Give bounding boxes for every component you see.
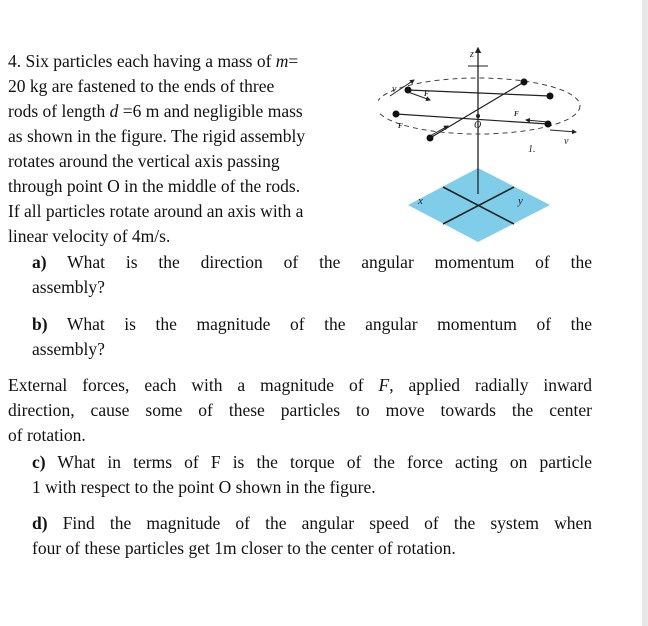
question-b-line-2: assembly? xyxy=(32,339,105,359)
axis-y-label: y xyxy=(518,195,523,207)
particle-1-label: 1. xyxy=(528,144,536,155)
question-b xyxy=(32,312,592,337)
rod-2 xyxy=(396,114,548,124)
question-c xyxy=(32,450,592,475)
external-forces-line-1 xyxy=(8,373,592,398)
particle xyxy=(393,111,400,118)
question-a-label: a) xyxy=(32,252,47,272)
external-forces-line-2: direction, cause some of these particles to move towards the center xyxy=(8,400,592,420)
question-d xyxy=(32,511,592,536)
problem-intro-line-1 xyxy=(8,49,298,74)
mass-symbol: m xyxy=(275,51,289,71)
question-a-line-2: assembly? xyxy=(32,277,105,297)
mass-equals: = xyxy=(288,51,299,71)
particle xyxy=(521,79,528,86)
question-d-label: d) xyxy=(32,513,48,533)
velocity-label-2: v xyxy=(564,136,569,147)
axis-x-label: x xyxy=(418,195,423,207)
problem-intro-line-7: If all particles rotate around an axis with a xyxy=(8,201,304,221)
problem-intro-line-3 xyxy=(8,99,303,124)
problem-intro-line-4: as shown in the figure. The rigid assembly xyxy=(8,126,306,146)
problem-intro-line-8: linear velocity of 4m/s. xyxy=(8,226,171,246)
velocity-label-1: v xyxy=(392,84,397,95)
page-edge xyxy=(642,0,648,626)
question-c-label: c) xyxy=(32,452,46,472)
question-c-text: What in terms of F is the torque of the force acting on particle xyxy=(57,452,592,472)
question-d-text: Find the magnitude of the angular speed of the system when xyxy=(62,513,592,533)
question-b-label: b) xyxy=(32,314,48,334)
intro-text-3: rods of length xyxy=(8,101,110,121)
problem-intro-line-5: rotates around the vertical axis passing xyxy=(8,151,280,171)
question-a-text: What is the direction of the angular momentum of the xyxy=(67,252,592,272)
particle xyxy=(547,93,554,100)
axis-z-label: z xyxy=(470,49,474,60)
question-b-text: What is the magnitude of the angular momentum of the xyxy=(66,314,592,334)
external-forces-line-3: of rotation. xyxy=(8,425,86,445)
length-rest: =6 m and negligible mass xyxy=(118,101,303,121)
external-text-1: External forces, each with a magnitude of xyxy=(8,375,379,395)
external-rest: , applied radially inward xyxy=(389,375,593,395)
force-label-2: F xyxy=(514,110,519,118)
question-c-line-2: 1 with respect to the point O shown in the figure. xyxy=(32,477,376,497)
rod-1 xyxy=(408,90,550,96)
force-symbol: F xyxy=(378,375,390,395)
length-symbol: d xyxy=(109,101,119,121)
problem-intro-line-6: through point O in the middle of the rods. xyxy=(8,176,301,196)
question-d-line-2: four of these particles get 1m closer to the center of rotation. xyxy=(32,538,456,558)
question-a xyxy=(32,250,592,275)
force-arrow xyxy=(526,120,548,122)
problem-intro-line-2: 20 kg are fastened to the ends of three xyxy=(8,76,275,96)
rotating-assembly-figure xyxy=(378,44,640,242)
intro-text-1: 4. Six particles each having a mass of xyxy=(8,51,276,71)
origin-point xyxy=(476,114,480,118)
velocity-arrow xyxy=(550,130,576,132)
force-label-1: F xyxy=(424,90,429,98)
force-label-3: F xyxy=(398,122,403,130)
origin-label: O xyxy=(474,120,482,131)
